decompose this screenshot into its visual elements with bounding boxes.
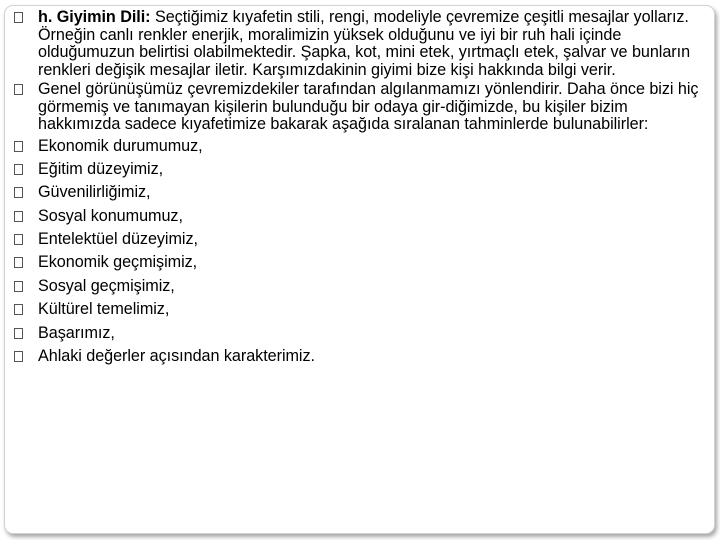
list-item <box>14 348 699 371</box>
square-bullet-icon <box>14 304 23 315</box>
square-bullet-icon <box>14 187 23 198</box>
list-item <box>14 138 699 161</box>
list-item-label: Eğitim düzeyimiz, <box>38 159 164 178</box>
bullet-paragraph-general-appearance <box>14 81 699 134</box>
list-item <box>14 278 699 301</box>
square-bullet-icon <box>14 281 23 292</box>
list-item <box>14 254 699 277</box>
square-bullet-icon <box>14 84 23 95</box>
list-item-label: Başarımız, <box>38 323 115 342</box>
square-bullet-icon <box>14 351 23 362</box>
list-item <box>14 208 699 231</box>
list-item-label: Sosyal konumumuz, <box>38 206 183 225</box>
list-item <box>14 231 699 254</box>
bullet-paragraph-clothing-language <box>14 9 699 79</box>
paragraph-heading: h. Giyimin Dili: <box>38 8 151 26</box>
list-item-label: Kültürel temelimiz, <box>38 300 170 319</box>
slide-content <box>14 9 699 371</box>
paragraph-clothing-language <box>14 9 699 79</box>
list-item <box>14 325 699 348</box>
paragraph-general-appearance <box>14 81 699 134</box>
list-item <box>14 161 699 184</box>
list-item-label: Ahlaki değerler açısından karakterimiz. <box>38 347 315 366</box>
list-item-label: Sosyal geçmişimiz, <box>38 276 175 295</box>
estimate-list <box>14 138 699 372</box>
square-bullet-icon <box>14 164 23 175</box>
list-item <box>14 184 699 207</box>
square-bullet-icon <box>14 234 23 245</box>
paragraph-body: Genel görünüşümüz çevremizdekiler tarafından algılanmamızı yönlendirir. Daha önce bizi hiç görmemiş ve tanımayan kişilerin bulunduğu bir odaya gir-diğimizde, bu kişiler bizim hakkımızda sadece kıyafetimize bakarak aşağıda sıralanan tahminlerde bulunabilirler: <box>38 80 699 133</box>
square-bullet-icon <box>14 211 23 222</box>
list-item-label: Ekonomik durumumuz, <box>38 136 203 155</box>
list-item-label: Güvenilirliğimiz, <box>38 183 151 202</box>
list-item <box>14 301 699 324</box>
list-item-label: Entelektüel düzeyimiz, <box>38 230 198 249</box>
square-bullet-icon <box>14 257 23 268</box>
square-bullet-icon <box>14 328 23 339</box>
square-bullet-icon <box>14 141 23 152</box>
paragraph-body: Seçtiğimiz kıyafetin stili, rengi, modeliyle çevremize çeşitli mesajlar yollarız. Örneğin canlı renkler enerjik, moralimizin yüksek olduğunu ve iyi bir ruh hali içinde olduğumuzun belirtisi olabilmektedir. Şapka, kot, mini etek, yırtmaçlı etek, şalvar ve bunların renkleri değişik mesajlar iletir. Karşımızdakinin giyimi bize kişi hakkında bilgi verir. <box>38 8 691 79</box>
square-bullet-icon <box>14 12 23 23</box>
list-item-label: Ekonomik geçmişimiz, <box>38 253 198 272</box>
